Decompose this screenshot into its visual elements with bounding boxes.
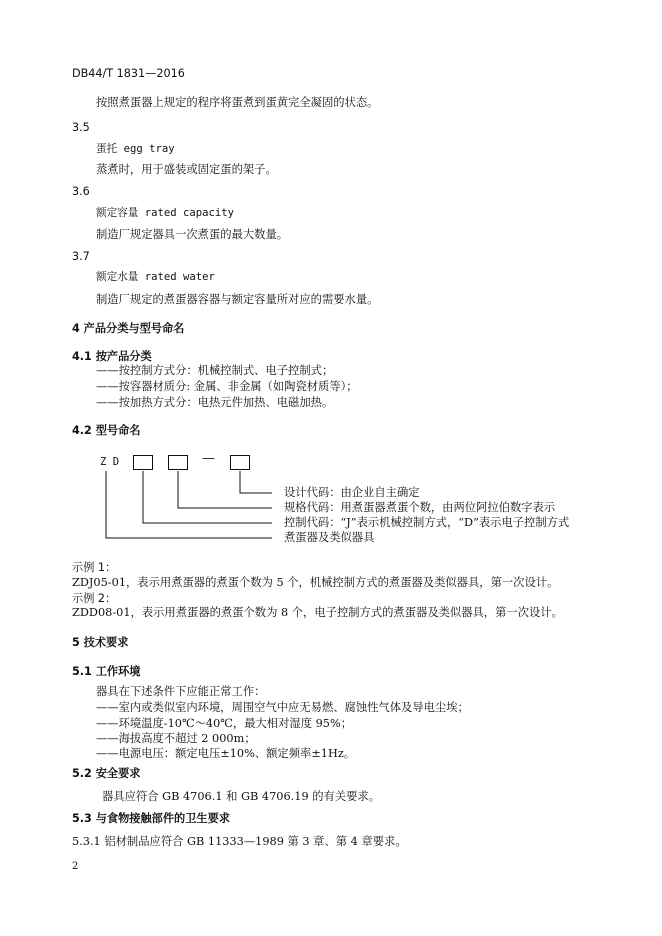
list-item: ——海拔高度不超过 2 000m； [96, 732, 256, 745]
example-2-text: ZDD08-01，表示用煮蛋器的煮蛋个数为 8 个，电子控制方式的煮蛋器及类似器具，第一次设计。 [72, 606, 563, 619]
example-1-text: ZDJ05-01，表示用煮蛋器的煮蛋个数为 5 个，机械控制方式的煮蛋器及类似器具，第一次设计。 [72, 576, 559, 589]
list-item: ——电源电压：额定电压±10%、额定频率±1Hz。 [96, 747, 356, 760]
section-heading-4-2: 4.2 型号命名 [72, 424, 141, 437]
list-item: ——按控制方式分：机械控制式、电子控制式； [96, 364, 334, 377]
safety-requirement-text: 器具应符合 GB 4706.1 和 GB 4706.19 的有关要求。 [102, 790, 381, 803]
clause-number-3-6: 3.6 [72, 185, 90, 198]
term-3-5: 蛋托 egg tray [96, 143, 175, 155]
definition-3-5: 蒸煮时，用于盛装或固定蛋的架子。 [96, 163, 277, 176]
section-heading-4-1: 4.1 按产品分类 [72, 350, 152, 363]
section-heading-4: 4 产品分类与型号命名 [72, 322, 185, 335]
list-item: ——按容器材质分: 金属、非金属（如陶瓷材质等）； [96, 380, 358, 393]
model-prefix-zd: Z D [100, 456, 120, 468]
example-1-label: 示例 1： [72, 561, 117, 574]
section-heading-5-2: 5.2 安全要求 [72, 767, 141, 780]
spec-code-label: 规格代码：用煮蛋器煮蛋个数，由两位阿拉伯数字表示 [284, 501, 556, 514]
design-code-label: 设计代码：由企业自主确定 [284, 486, 420, 499]
page-number: 2 [72, 861, 79, 872]
control-code-label: 控制代码：“J”表示机械控制方式，“D”表示电子控制方式 [284, 516, 570, 529]
term-3-7: 额定水量 rated water [96, 271, 215, 283]
clause-number-3-7: 3.7 [72, 250, 90, 263]
environment-intro: 器具在下述条件下应能正常工作： [96, 685, 266, 698]
clause-number-3-5: 3.5 [72, 121, 90, 134]
model-dash: — [202, 451, 215, 466]
list-item: ——按加热方式分：电热元件加热、电磁加热。 [96, 396, 334, 409]
list-item: ——环境温度-10℃～40℃，最大相对湿度 95%； [96, 717, 352, 730]
example-2-label: 示例 2： [72, 592, 117, 605]
definition-3-7: 制造厂规定的煮蛋器容器与额定容量所对应的需要水量。 [96, 293, 379, 306]
section-heading-5: 5 技术要求 [72, 636, 129, 649]
list-item: ——室内或类似室内环境，周围空气中应无易燃、腐蚀性气体及导电尘埃； [96, 701, 469, 714]
section-heading-5-3: 5.3 与食物接触部件的卫生要求 [72, 812, 230, 825]
document-code-header: DB44/T 1831—2016 [72, 67, 185, 80]
term-3-6: 额定容量 rated capacity [96, 207, 235, 219]
appliance-label: 煮蛋器及类似器具 [284, 531, 375, 544]
section-heading-5-1: 5.1 工作环境 [72, 665, 141, 678]
definition-3-6: 制造厂规定器具一次煮蛋的最大数量。 [96, 228, 289, 241]
clause-5-3-1-text: 5.3.1 铝材制品应符合 GB 11333—1989 第 3 章、第 4 章要求。 [72, 835, 407, 848]
definition-3-4: 按照煮蛋器上规定的程序将蛋煮到蛋黄完全凝固的状态。 [96, 96, 379, 109]
